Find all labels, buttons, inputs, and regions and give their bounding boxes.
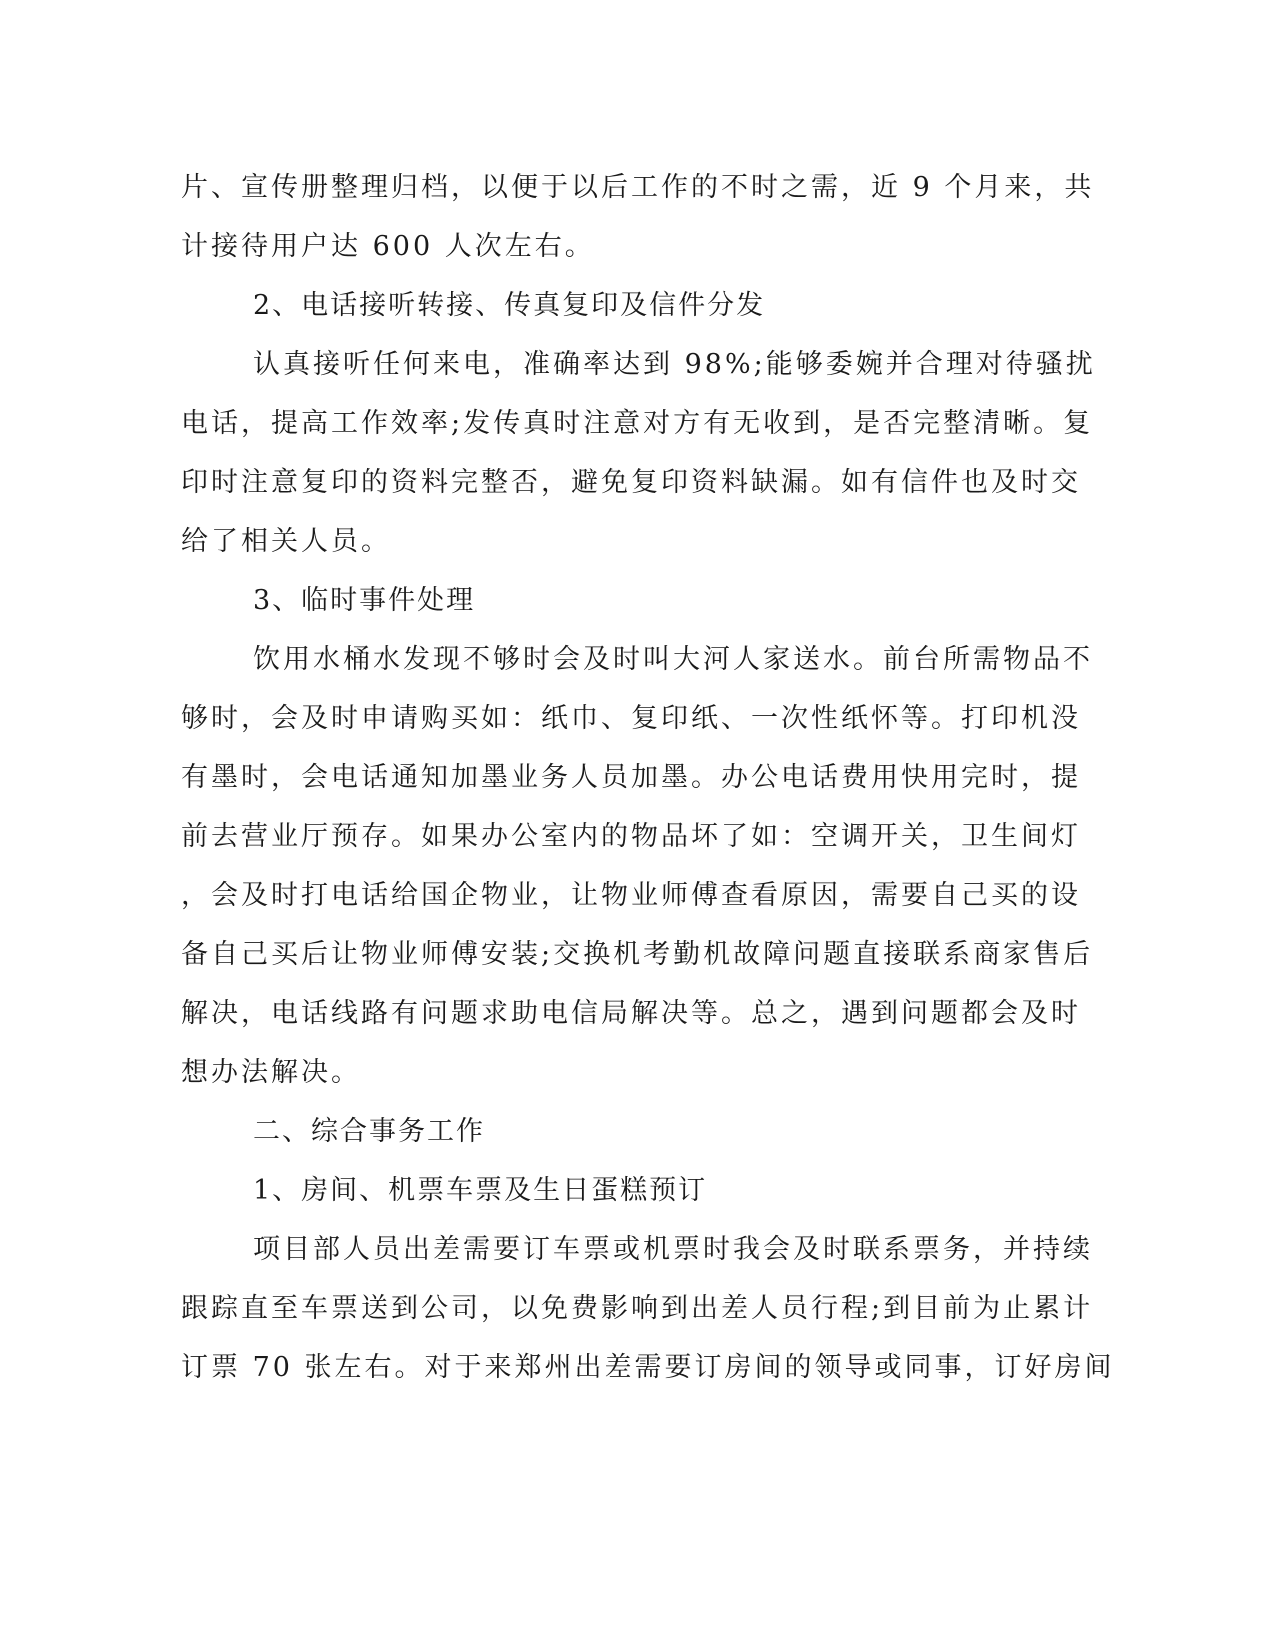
paragraph-line: 订票 70 张左右。对于来郑州出差需要订房间的领导或同事，订好房间 <box>181 1352 1115 1383</box>
paragraph-line: 项目部人员出差需要订车票或机票时我会及时联系票务，并持续 <box>253 1234 1093 1265</box>
paragraph-line: 够时，会及时申请购买如：纸巾、复印纸、一次性纸怀等。打印机没 <box>181 703 1081 734</box>
section-heading: 2、电话接听转接、传真复印及信件分发 <box>253 290 766 321</box>
paragraph-line: 片、宣传册整理归档，以便于以后工作的不时之需，近 9 个月来，共 <box>181 172 1095 203</box>
paragraph-line: 前去营业厅预存。如果办公室内的物品坏了如：空调开关，卫生间灯 <box>181 821 1081 852</box>
paragraph-line: 跟踪直至车票送到公司，以免费影响到出差人员行程;到目前为止累计 <box>181 1293 1094 1324</box>
paragraph-line: 给了相关人员。 <box>181 526 391 557</box>
paragraph-line: 认真接听任何来电，准确率达到 98%;能够委婉并合理对待骚扰 <box>253 349 1096 380</box>
paragraph-line: 饮用水桶水发现不够时会及时叫大河人家送水。前台所需物品不 <box>253 644 1093 675</box>
section-heading: 二、综合事务工作 <box>253 1116 485 1147</box>
paragraph-line: 想办法解决。 <box>181 1057 361 1088</box>
section-heading: 1、房间、机票车票及生日蛋糕预订 <box>253 1175 708 1206</box>
paragraph-line: ，会及时打电话给国企物业，让物业师傅查看原因，需要自己买的设 <box>181 880 1081 911</box>
paragraph-line: 有墨时，会电话通知加墨业务人员加墨。办公电话费用快用完时，提 <box>181 762 1081 793</box>
paragraph-line: 电话，提高工作效率;发传真时注意对方有无收到，是否完整清晰。复 <box>181 408 1094 439</box>
section-heading: 3、临时事件处理 <box>253 585 476 616</box>
paragraph-line: 计接待用户达 600 人次左右。 <box>181 231 595 262</box>
paragraph-line: 备自己买后让物业师傅安装;交换机考勤机故障问题直接联系商家售后 <box>181 939 1094 970</box>
paragraph-line: 解决，电话线路有问题求助电信局解决等。总之，遇到问题都会及时 <box>181 998 1081 1029</box>
paragraph-line: 印时注意复印的资料完整否，避免复印资料缺漏。如有信件也及时交 <box>181 467 1081 498</box>
document-body <box>181 158 1115 1397</box>
